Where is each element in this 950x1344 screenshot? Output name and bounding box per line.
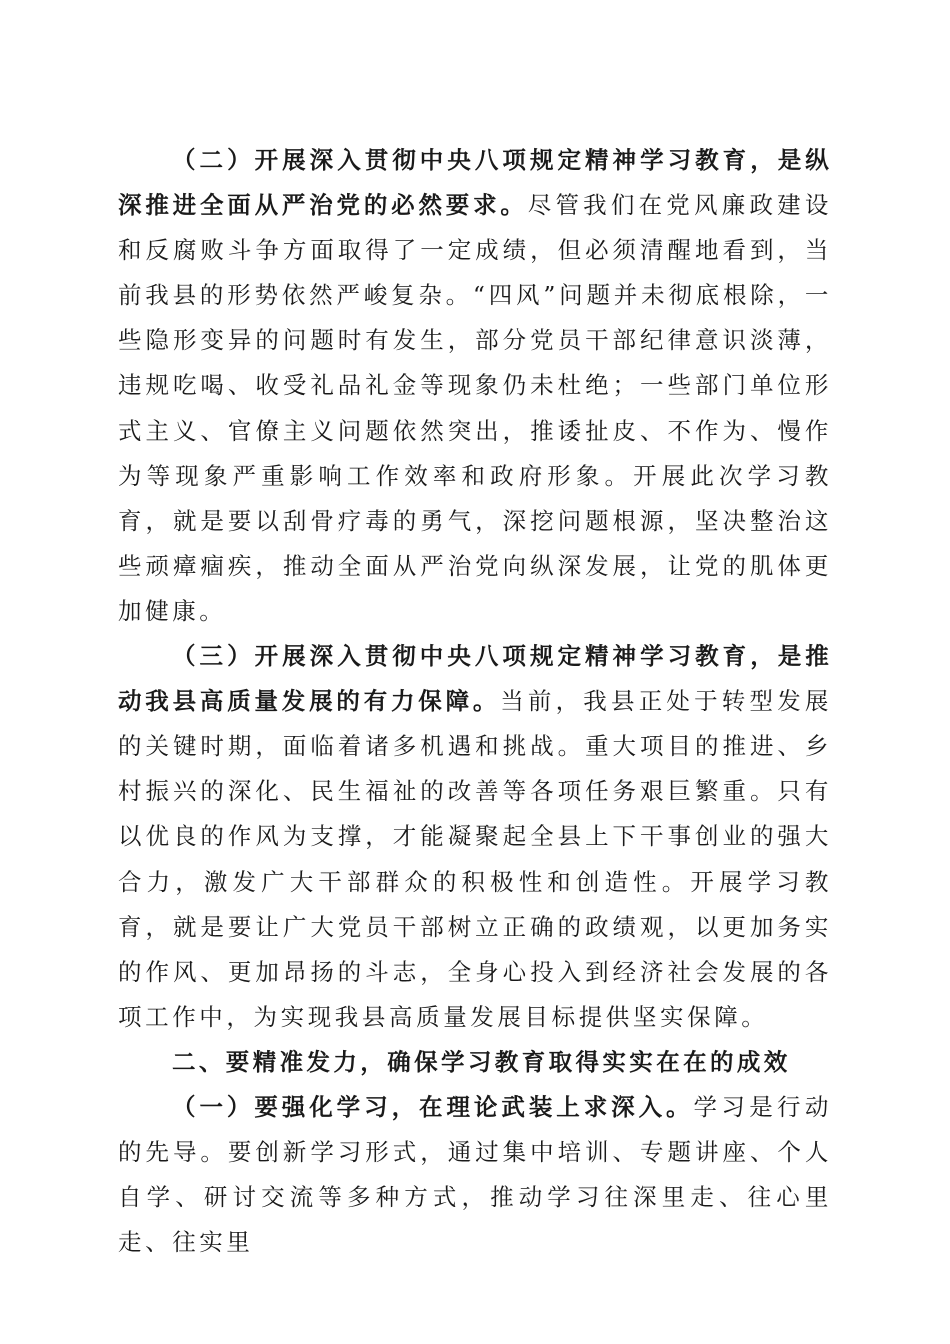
section-heading: 二、要精准发力，确保学习教育取得实实在在的成效	[172, 1047, 791, 1076]
paragraph-section2-1-text: 学习是行动的先导。要创新学习形式，通过集中培训、专题讲座、个人自学、研讨交流等多种方式，推动学习往深里走、往心里走、往实里	[118, 1092, 832, 1257]
document-body	[118, 138, 832, 1265]
paragraph-3	[118, 634, 832, 1040]
paragraph-3-text: 当前，我县正处于转型发展的关键时期，面临着诸多机遇和挑战。重大项目的推进、乡村振兴的深化、民生福祉的改善等各项任务艰巨繁重。只有以优良的作风为支撑，才能凝聚起全县上下干事创业的强大合力，激发广大干部群众的积极性和创造性。开展学习教育，就是要让广大党员干部树立正确的政绩观，以更加务实的作风、更加昂扬的斗志，全身心投入到经济社会发展的各项工作中，为实现我县高质量发展目标提供坚实保障。	[118, 687, 832, 1031]
paragraph-2-text: 尽管我们在党风廉政建设和反腐败斗争方面取得了一定成绩，但必须清醒地看到，当前我县的形势依然严峻复杂。“四风”问题并未彻底根除，一些隐形变异的问题时有发生，部分党员干部纪律意识淡薄，违规吃喝、收受礼品礼金等现象仍未杜绝；一些部门单位形式主义、官僚主义问题依然突出，推诿扯皮、不作为、慢作为等现象严重影响工作效率和政府形象。开展此次学习教育，就是要以刮骨疗毒的勇气，深挖问题根源，坚决整治这些顽瘴痼疾，推动全面从严治党向纵深发展，让党的肌体更加健康。	[118, 191, 832, 625]
paragraph-3-lead: （三）开展深入贯彻中央八项规定精神学习教育，是推动我县高质量发展的有力保障。	[118, 642, 832, 716]
paragraph-2	[118, 138, 832, 634]
paragraph-2-lead: （二）开展深入贯彻中央八项规定精神学习教育，是纵深推进全面从严治党的必然要求。	[118, 146, 832, 220]
paragraph-section2-1	[118, 1085, 832, 1265]
paragraph-section2-1-lead: （一）要强化学习，在理论武装上求深入。	[172, 1092, 694, 1121]
